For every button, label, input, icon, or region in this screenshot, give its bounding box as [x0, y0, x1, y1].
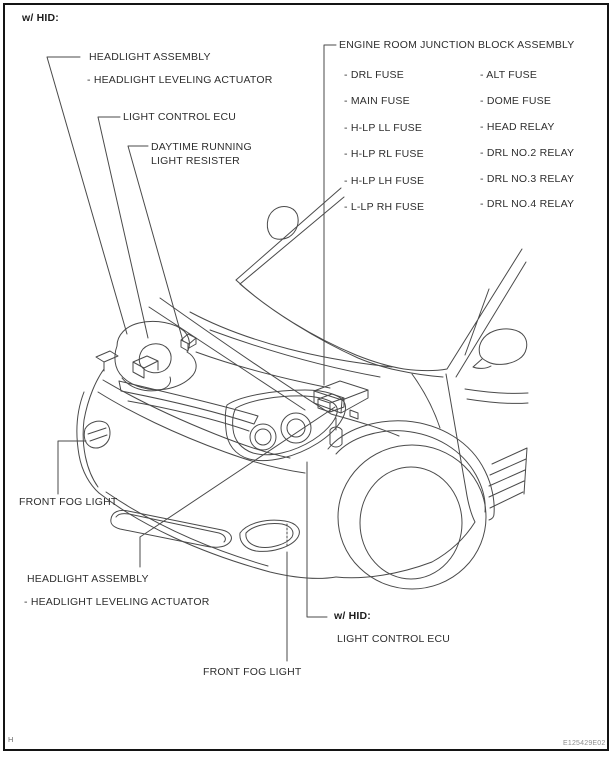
fuse-item: - HEAD RELAY [480, 120, 555, 133]
drl-resister-box [181, 334, 196, 351]
label-drl-resister-line2: LIGHT RESISTER [151, 155, 240, 167]
headlight-far [96, 321, 196, 390]
projector-high-inner [287, 419, 305, 437]
label-leveling-actuator-top: - HEADLIGHT LEVELING ACTUATOR [87, 74, 273, 86]
leader-lines [47, 45, 336, 661]
fog-light-left-shape [84, 421, 110, 448]
fog-lights [84, 421, 299, 551]
label-front-fog-bottom: FRONT FOG LIGHT [203, 666, 302, 678]
door-hatch-lines [489, 448, 527, 508]
leader-headlight-top [47, 57, 127, 334]
headlight-near [225, 390, 345, 461]
leader-hid-ecu-bottom [307, 462, 327, 617]
hid-note-bottom: w/ HID: [334, 610, 371, 622]
bumper-corner [77, 369, 104, 493]
front-fascia [77, 369, 336, 578]
label-headlight-top: HEADLIGHT ASSEMBLY [89, 51, 211, 63]
fuse-list-left [344, 70, 424, 228]
fuse-item: - H-LP LL FUSE [344, 121, 423, 134]
page-marker: H [8, 735, 14, 744]
fog-light-near-shape [240, 520, 299, 551]
label-light-control-ecu-bottom: LIGHT CONTROL ECU [337, 633, 451, 645]
fuse-item: - DOME FUSE [480, 94, 552, 107]
wheel-rim [360, 467, 462, 579]
label-drl-resister-line1: DAYTIME RUNNING [151, 141, 252, 153]
label-light-control-ecu-top: LIGHT CONTROL ECU [123, 111, 237, 123]
fuse-item: - DRL NO.2 RELAY [480, 146, 575, 159]
figure-code: E125429E02 [563, 740, 606, 747]
hid-note-top: w/ HID: [22, 12, 59, 24]
headlight-near-housing [225, 390, 345, 461]
fuse-item: - ALT FUSE [480, 69, 538, 81]
projector-high [281, 413, 311, 443]
fuse-item: - DRL NO.3 RELAY [480, 172, 575, 185]
projector-low-inner [255, 429, 271, 445]
label-leveling-actuator-bottom: - HEADLIGHT LEVELING ACTUATOR [24, 596, 210, 608]
roof-antenna [267, 207, 298, 240]
hood-cowl-lines [149, 298, 440, 436]
headlight-far-housing [115, 321, 196, 389]
fuse-item: - DRL FUSE [344, 69, 404, 81]
fuse-item: - MAIN FUSE [344, 95, 410, 108]
fuse-item: - H-LP LH FUSE [344, 174, 425, 187]
windshield [236, 280, 404, 371]
leader-light-control-ecu-top [98, 117, 148, 338]
headlight-far-bracket [96, 351, 158, 378]
fuse-item: - H-LP RL FUSE [344, 148, 424, 161]
label-front-fog-left: FRONT FOG LIGHT [19, 496, 118, 508]
label-junction-block: ENGINE ROOM JUNCTION BLOCK ASSEMBLY [339, 39, 575, 51]
fuse-item: - L-LP RH FUSE [344, 200, 425, 213]
label-headlight-bottom: HEADLIGHT ASSEMBLY [27, 573, 149, 585]
projector-low [250, 424, 276, 450]
bumper-face [98, 380, 336, 578]
leader-junction-block [324, 45, 336, 385]
fuse-list-right [480, 70, 574, 225]
a-pillar-right [401, 249, 526, 377]
leader-headlight-bottom [140, 407, 335, 567]
fuse-item: - DRL NO.4 RELAY [480, 198, 575, 211]
